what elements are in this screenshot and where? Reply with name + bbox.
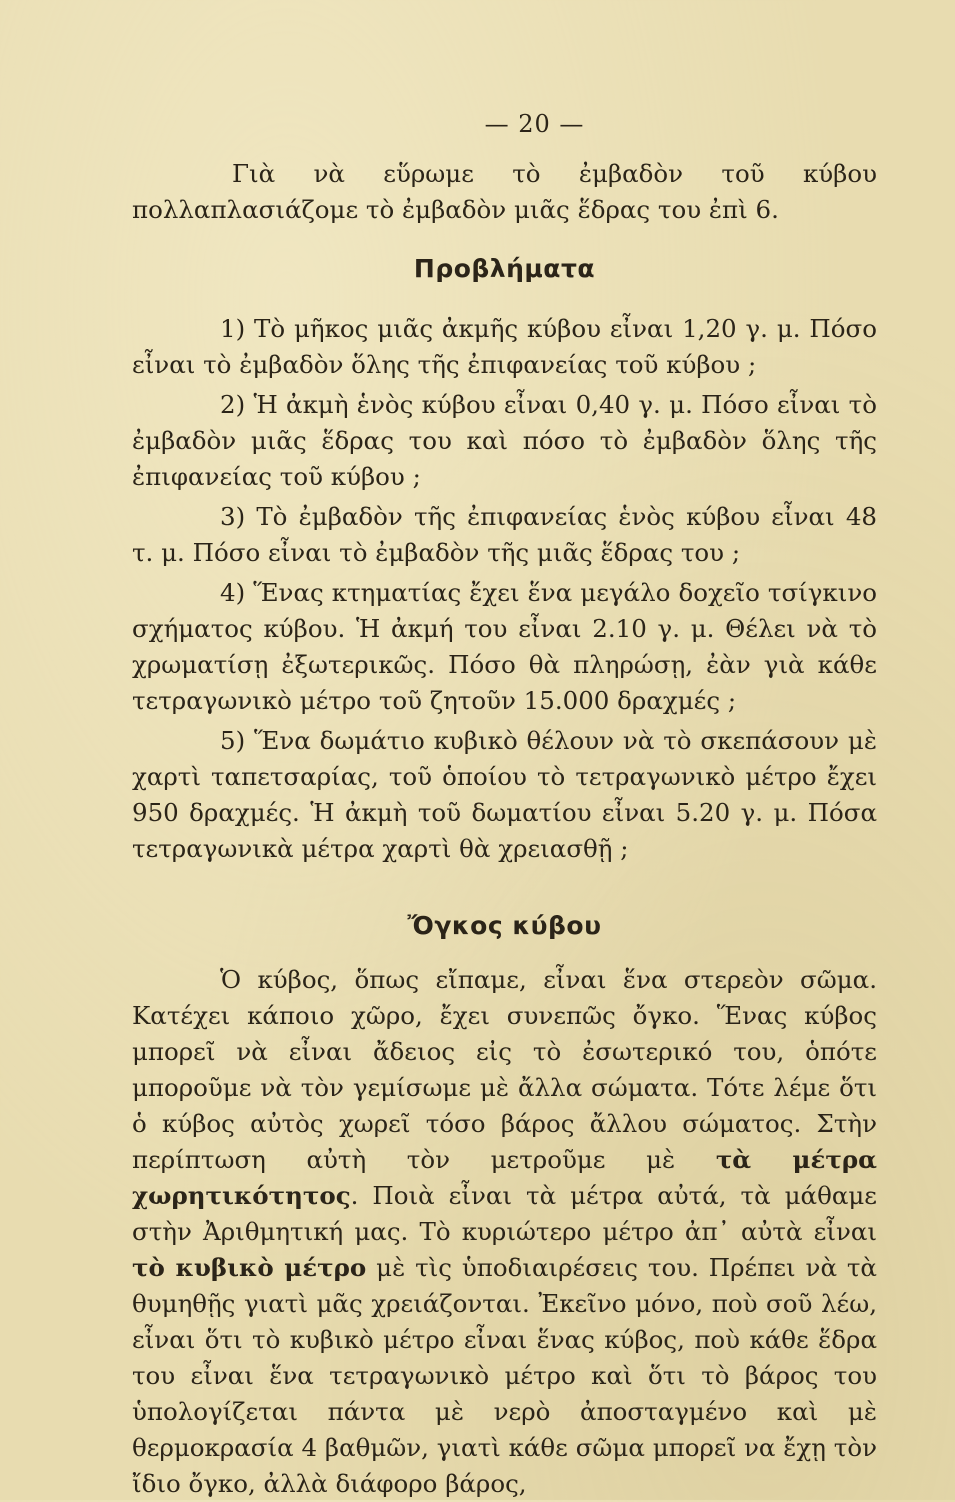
volume-text-part: Ὁ κύβος, ὅπως εἴπαμε, εἶναι ἕνα στερεὸν σῶμα. Κατέχει κάποιο χῶρο, ἔχει συνεπῶς ὄγκο. Ἕνας κύβος μπορεῖ νὰ εἶναι ἄδειος εἰς τὸ ἐσωτερικό του, ὁπότε μποροῦμε νὰ τὸν γεμίσωμε μὲ ἄλλα σώματα. Τότε λέμε ὅτι ὁ κύβος αὐτὸς χωρεῖ τόσο βάρος ἄλλου σώματος. Στὴν περίπτωση αὐτὴ τὸν μετροῦμε μὲ	[132, 965, 877, 1174]
volume-text-part: μὲ τὶς ὑποδιαιρέσεις του. Πρέπει νὰ τὰ θυμηθῇς γιατὶ μᾶς χρειάζονται. Ἐκεῖνο μόνο, ποὺ σοῦ λέω, εἶναι ὅτι τὸ κυβικὸ μέτρο εἶναι ἕνας κύβος, ποὺ κάθε ἕδρα του εἶναι ἕνα τετραγωνικὸ μέτρο καὶ ὅτι τὸ βάρος του ὑπολογίζεται πάντα μὲ νερὸ ἀποσταγμένο καὶ μὲ θερμοκρασία 4 βαθμῶν, γιατὶ κάθε σῶμα μπορεῖ να ἔχῃ τὸν ἴδιο ὄγκο, ἀλλὰ διάφορο βάρος,	[132, 1253, 877, 1498]
intro-paragraph: Γιὰ νὰ εὕρωμε τὸ ἐμβαδὸν τοῦ κύβου πολλαπλασιάζομε τὸ ἐμβαδὸν μιᾶς ἕδρας του ἐπὶ 6.	[132, 159, 877, 224]
volume-paragraph	[132, 962, 877, 1502]
problems-heading: Προβλήματα	[413, 254, 596, 283]
page-number: — 20 —	[484, 110, 585, 138]
volume-text-part: . Ποιὰ εἶναι τὰ μέτρα αὐτά, τὰ μάθαμε στὴν Ἀριθμητική μας. Τὸ κυριώτερο μέτρο ἀπ᾽ αὐτὰ εἶναι	[132, 1181, 877, 1246]
capacity-measures-term: τὰ μέτρα χωρητικότητος	[132, 1145, 877, 1210]
problem-item: 1) Τὸ μῆκος μιᾶς ἀκμῆς κύβου εἶναι 1,20 γ. μ. Πόσο εἶναι τὸ ἐμβαδὸν ὅλης τῆς ἐπιφανείας τοῦ κύβου ;	[132, 314, 877, 379]
cubic-meter-term: τὸ κυβικὸ μέτρο	[132, 1253, 367, 1282]
book-page	[132, 110, 877, 1502]
problem-item: 5) Ἕνα δωμάτιο κυβικὸ θέλουν νὰ τὸ σκεπάσουν μὲ χαρτὶ ταπετσαρίας, τοῦ ὁποίου τὸ τετραγωνικὸ μέτρο ἔχει 950 δραχμές. Ἡ ἀκμὴ τοῦ δωματίου εἶναι 5.20 γ. μ. Πόσα τετραγωνικὰ μέτρα χαρτὶ θὰ χρειασθῇ ;	[132, 726, 877, 863]
problem-item: 4) Ἕνας κτηματίας ἔχει ἕνα μεγάλο δοχεῖο τσίγκινο σχήματος κύβου. Ἡ ἀκμή του εἶναι 2.10 γ. μ. Θέλει νὰ τὸ χρωματίσῃ ἐξωτερικῶς. Πόσο θὰ πληρώσῃ, ἐὰν γιὰ κάθε τετραγωνικὸ μέτρο τοῦ ζητοῦν 15.000 δραχμές ;	[132, 578, 877, 715]
problem-item: 2) Ἡ ἀκμὴ ἑνὸς κύβου εἶναι 0,40 γ. μ. Πόσο εἶναι τὸ ἐμβαδὸν μιᾶς ἕδρας του καὶ πόσο τὸ ἐμβαδὸν ὅλης τῆς ἐπιφανείας τοῦ κύβου ;	[132, 390, 877, 491]
problem-item: 3) Τὸ ἐμβαδὸν τῆς ἐπιφανείας ἑνὸς κύβου εἶναι 48 τ. μ. Πόσο εἶναι τὸ ἐμβαδὸν τῆς μιᾶς ἕδρας του ;	[132, 502, 877, 567]
problems-list	[132, 311, 877, 867]
volume-heading: Ὄγκος κύβου	[407, 911, 602, 940]
